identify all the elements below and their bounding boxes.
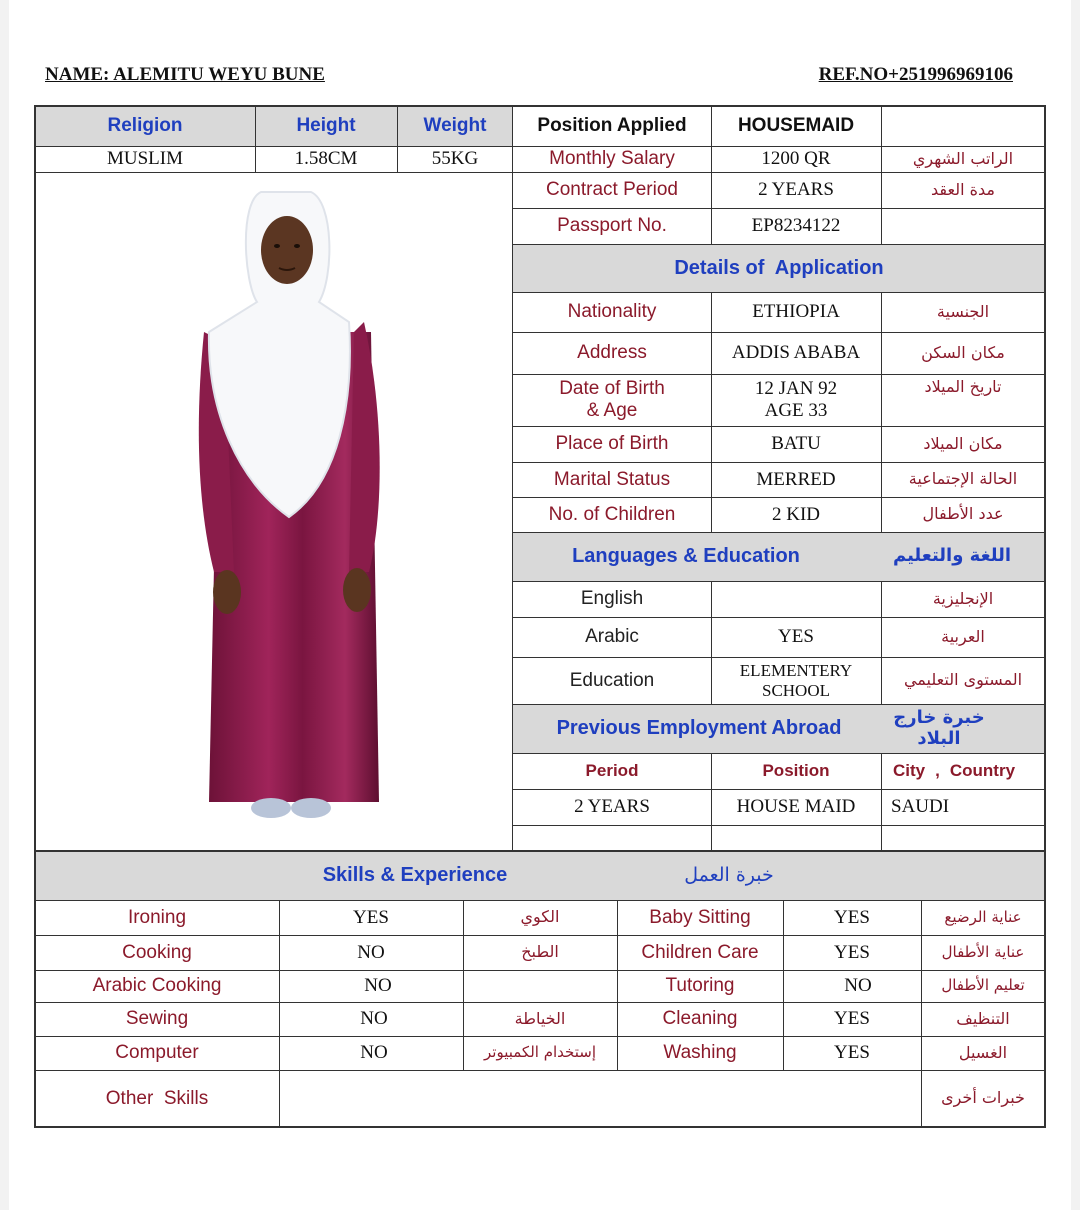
grid-line [711, 753, 712, 851]
height-label: Height [296, 115, 356, 137]
marital-status-label: Marital Status [553, 468, 671, 490]
grid-line [35, 900, 1045, 901]
employment-country-value: SAUDI [891, 796, 950, 818]
skill-cooking-label: Cooking [122, 941, 192, 963]
address-label: Address [577, 342, 647, 364]
grid-line [397, 106, 398, 172]
applicant-name: NAME: ALEMITU WEYU BUNE [45, 64, 325, 85]
grid-line [513, 704, 1045, 705]
grid-line [921, 900, 922, 1127]
education-value [711, 657, 881, 704]
position-applied-label: Position Applied [537, 115, 687, 137]
skill-baby-sitting-label: Baby Sitting [649, 906, 751, 928]
religion-value: MUSLIM [106, 148, 183, 170]
employment-title: Previous Employment Abroad [556, 717, 842, 739]
grid-line [513, 497, 1045, 498]
place-of-birth-arabic: مكان الميلاد [923, 433, 1003, 453]
grid-line [35, 1126, 1045, 1128]
religion-label: Religion [107, 115, 183, 137]
employment-sep: , [935, 761, 940, 781]
grid-line [35, 935, 1045, 936]
skill-sewing-value: NO [360, 1008, 388, 1030]
grid-line [513, 374, 1045, 375]
grid-line [513, 462, 1045, 463]
skill-sewing-label: Sewing [125, 1008, 189, 1030]
grid-line [513, 617, 1045, 618]
details-title: Details of Application [674, 256, 884, 279]
marital-status-arabic: الحالة الإجتماعية [908, 469, 1018, 489]
skill-children-care-label: Children Care [641, 941, 759, 963]
skills-title: Skills & Experience [322, 864, 508, 886]
contract-period-arabic: مدة العقد [931, 179, 995, 199]
nationality-value: ETHIOPIA [752, 301, 840, 323]
grid-line [35, 146, 513, 147]
grid-line [35, 105, 1045, 107]
nationality-arabic: الجنسية [936, 301, 990, 321]
grid-line [881, 753, 882, 851]
grid-line [881, 106, 882, 244]
skill-cooking-arabic: الطبخ [521, 942, 559, 962]
grid-line [711, 292, 712, 532]
skill-ironing-value: YES [353, 906, 389, 928]
monthly-salary-arabic: الراتب الشهري [912, 148, 1014, 168]
dob-arabic: تاريخ الميلاد [924, 376, 1002, 396]
arabic-label: Arabic [585, 626, 639, 648]
grid-line [513, 753, 1045, 754]
grid-line [513, 426, 1045, 427]
applicant-photo [179, 182, 389, 830]
grid-line [463, 900, 464, 1070]
english-label: English [580, 588, 644, 610]
grid-line [513, 581, 1045, 582]
grid-line [35, 172, 513, 173]
english-arabic: الإنجليزية [932, 588, 994, 608]
grid-line [512, 106, 513, 851]
passport-label: Passport No. [557, 215, 667, 237]
grid-line [711, 581, 712, 704]
nationality-label: Nationality [567, 301, 657, 323]
skill-computer-label: Computer [115, 1042, 199, 1064]
grid-line [513, 825, 1045, 826]
employment-location-header [881, 753, 1045, 789]
address-arabic: مكان السكن [921, 342, 1005, 362]
grid-line [34, 105, 36, 1128]
grid-line [279, 900, 280, 1127]
grid-line [711, 106, 712, 244]
grid-line [783, 900, 784, 1070]
children-value: 2 KID [771, 503, 821, 525]
weight-value: 55KG [431, 148, 479, 170]
employment-period-value: 2 YEARS [574, 796, 650, 818]
marital-status-value: MERRED [756, 468, 836, 490]
skill-washing-label: Washing [663, 1042, 737, 1064]
skill-tutoring-value: NO [844, 975, 872, 997]
employment-position-header: Position [762, 761, 830, 781]
position-applied-value: HOUSEMAID [737, 115, 855, 137]
grid-line [513, 146, 1045, 147]
skill-washing-arabic: الغسيل [958, 1042, 1008, 1062]
skill-children-care-arabic: عناية الأطفال [941, 942, 1025, 961]
grid-line [35, 970, 1045, 971]
skill-cooking-value: NO [357, 941, 385, 963]
weight-label: Weight [423, 115, 487, 137]
skill-arabic-cooking-label: Arabic Cooking [92, 975, 222, 997]
other-skills-label: Other Skills [105, 1087, 209, 1109]
grid-line [513, 244, 1045, 245]
skill-tutoring-label: Tutoring [665, 975, 735, 997]
grid-line [255, 106, 256, 172]
address-value: ADDIS ABABA [731, 342, 861, 364]
education-arabic: المستوى التعليمي [903, 670, 1023, 690]
skill-arabic-cooking-arabic [463, 970, 617, 1002]
education-label: Education [569, 669, 655, 691]
grid-line [881, 581, 882, 704]
monthly-salary-label: Monthly Salary [549, 148, 675, 170]
grid-line [35, 1070, 1045, 1071]
grid-line [35, 1002, 1045, 1003]
dob-label [513, 374, 711, 426]
grid-line [513, 208, 1045, 209]
grid-line [35, 1036, 1045, 1037]
contract-period-label: Contract Period [545, 179, 678, 201]
application-table [9, 0, 1071, 1210]
skill-children-care-value: YES [834, 941, 870, 963]
education-value-line1: ELEMENTERY [739, 660, 853, 680]
height-value: 1.58CM [294, 148, 358, 170]
application-page [9, 0, 1071, 1210]
employment-position-value: HOUSE MAID [736, 796, 856, 818]
skill-cleaning-label: Cleaning [662, 1008, 738, 1030]
contract-period-value: 2 YEARS [758, 179, 834, 201]
place-of-birth-label: Place of Birth [555, 433, 669, 455]
passport-value: EP8234122 [751, 215, 841, 237]
skill-cleaning-arabic: التنظيف [956, 1008, 1010, 1028]
arabic-arabic: العربية [941, 626, 985, 646]
children-arabic: عدد الأطفال [922, 504, 1004, 524]
grid-line [513, 172, 1045, 173]
reference-number: REF.NO+251996969106 [818, 64, 1013, 85]
skills-title-arabic: خبرة العمل [684, 863, 774, 886]
skill-arabic-cooking-value: NO [364, 975, 392, 997]
grid-line [617, 900, 618, 1070]
arabic-value: YES [778, 626, 814, 648]
english-value [711, 581, 881, 617]
children-label: No. of Children [548, 503, 676, 525]
grid-line [513, 532, 1045, 533]
skill-computer-arabic: إستخدام الكمبيوتر [484, 1043, 596, 1062]
grid-line [881, 292, 882, 532]
other-skills-arabic: خبرات أخرى [941, 1088, 1025, 1108]
grid-line [513, 789, 1045, 790]
employment-title-arabic: خبرة خارج البلاد [893, 706, 985, 749]
grid-line [513, 292, 1045, 293]
grid-line [513, 657, 1045, 658]
employment-period-header: Period [585, 761, 639, 781]
skill-ironing-arabic: الكوي [520, 907, 560, 927]
skill-ironing-label: Ironing [127, 906, 187, 928]
skill-baby-sitting-value: YES [834, 906, 870, 928]
skill-washing-value: YES [834, 1042, 870, 1064]
skill-baby-sitting-arabic: عناية الرضيع [944, 907, 1022, 926]
grid-line [35, 850, 1045, 852]
dob-value [711, 374, 881, 426]
dob-date: 12 JAN 92 [754, 378, 838, 400]
grid-line [513, 332, 1045, 333]
dob-label-line1: Date of Birth [559, 378, 665, 400]
education-value-line2: SCHOOL [761, 680, 830, 700]
languages-title: Languages & Education [572, 545, 800, 567]
languages-title-arabic: اللغة والتعليم [892, 545, 1012, 567]
place-of-birth-value: BATU [771, 433, 821, 455]
dob-age: AGE 33 [764, 400, 828, 421]
skill-tutoring-arabic: تعليم الأطفال [941, 976, 1025, 995]
employment-city-header: City [893, 761, 926, 781]
monthly-salary-value: 1200 QR [761, 148, 831, 170]
skill-sewing-arabic: الخياطة [514, 1008, 566, 1028]
skill-computer-value: NO [360, 1042, 388, 1064]
dob-label-line2: & Age [586, 400, 638, 421]
employment-country-header: Country [949, 761, 1016, 781]
skill-cleaning-value: YES [834, 1008, 870, 1030]
